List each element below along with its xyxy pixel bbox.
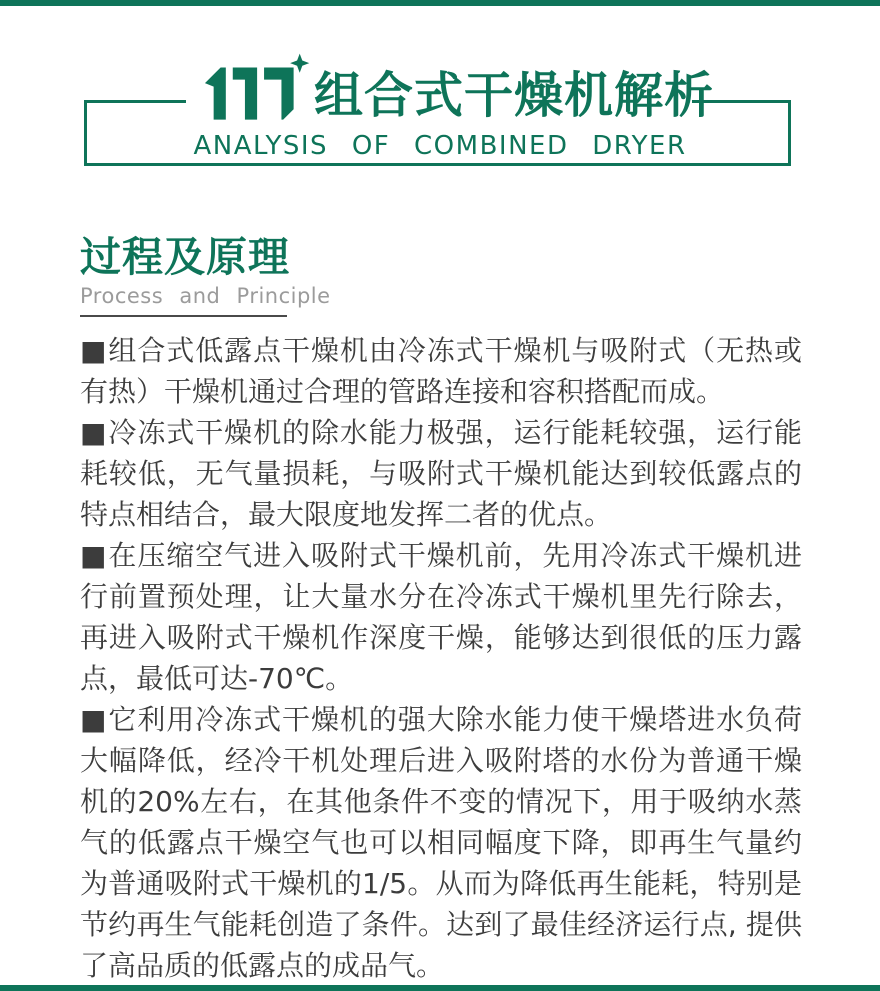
paragraph-text: 在压缩空气进入吸附式干燥机前，先用冷冻式干燥机进行前置预处理，让大量水分在冷冻式干燥机里先行除去，再进入吸附式干燥机作深度干燥，能够达到很低的压力露点，最低可达-70℃。	[80, 539, 802, 696]
paragraph	[80, 330, 802, 412]
paragraph	[80, 699, 802, 986]
square-bullet-icon: ■	[80, 703, 108, 737]
paragraph-text: 它利用冷冻式干燥机的强大除水能力使干燥塔进水负荷大幅降低，经冷干机处理后进入吸附塔的水份为普通干燥机的20%左右，在其他条件不变的情况下，用于吸纳水蒸气的低露点干燥空气也可以相同幅度下降，即再生气量约为普通吸附式干燥机的1/5。从而为降低再生能耗，特别是节约再生气能耗创造了条件。达到了最佳经济运行点, 提供了高品质的低露点的成品气。	[80, 703, 802, 983]
paragraph	[80, 535, 802, 699]
brand-logo-icon	[198, 53, 311, 122]
article-body	[80, 330, 802, 986]
top-accent-bar	[0, 0, 880, 6]
square-bullet-icon: ■	[80, 334, 108, 368]
section-title: 过程及原理	[80, 233, 290, 281]
header-subtitle: ANALYSIS OF COMBINED DRYER	[193, 131, 687, 161]
bottom-accent-bar	[0, 985, 880, 991]
section-underline	[80, 315, 287, 317]
paragraph-text: 组合式低露点干燥机由冷冻式干燥机与吸附式（无热或有热）干燥机通过合理的管路连接和容积搭配而成。	[80, 334, 802, 409]
main-content	[80, 233, 802, 986]
square-bullet-icon: ■	[80, 539, 108, 573]
paragraph	[80, 412, 802, 535]
square-bullet-icon: ■	[80, 416, 108, 450]
header-title: 组合式干燥机解析	[314, 67, 715, 124]
section-subtitle: Process and Principle	[80, 284, 331, 309]
paragraph-text: 冷冻式干燥机的除水能力极强，运行能耗较强，运行能耗较低，无气量损耗，与吸附式干燥机能达到较低露点的特点相结合，最大限度地发挥二者的优点。	[80, 416, 802, 532]
